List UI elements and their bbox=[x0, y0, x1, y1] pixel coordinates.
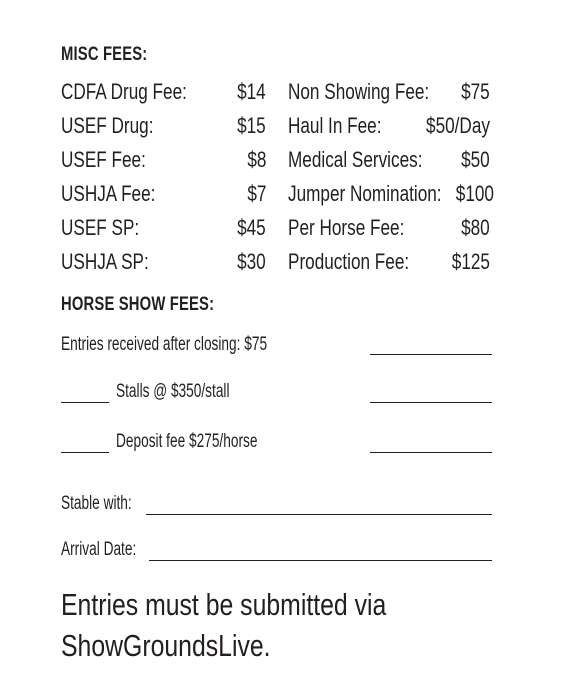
deposit-total-blank[interactable] bbox=[370, 452, 492, 453]
submission-note-line2: ShowGroundsLive. bbox=[61, 628, 271, 663]
late-entries-blank[interactable] bbox=[370, 354, 492, 355]
stable-with-label: Stable with: bbox=[61, 493, 132, 514]
arrival-date-label: Arrival Date: bbox=[61, 539, 137, 560]
arrival-date-field[interactable] bbox=[149, 560, 492, 561]
stalls-count-blank[interactable] bbox=[61, 402, 109, 403]
late-entries-label: Entries received after closing: $75 bbox=[61, 334, 268, 355]
deposit-count-blank[interactable] bbox=[61, 452, 109, 453]
horse-show-fees-heading: HORSE SHOW FEES: bbox=[61, 294, 215, 315]
submission-note-line1: Entries must be submitted via bbox=[61, 587, 387, 622]
stalls-label: Stalls @ $350/stall bbox=[116, 381, 230, 402]
stalls-total-blank[interactable] bbox=[370, 402, 492, 403]
deposit-label: Deposit fee $275/horse bbox=[116, 431, 258, 452]
stable-with-field[interactable] bbox=[146, 514, 492, 515]
misc-fees-heading: MISC FEES: bbox=[61, 44, 148, 65]
